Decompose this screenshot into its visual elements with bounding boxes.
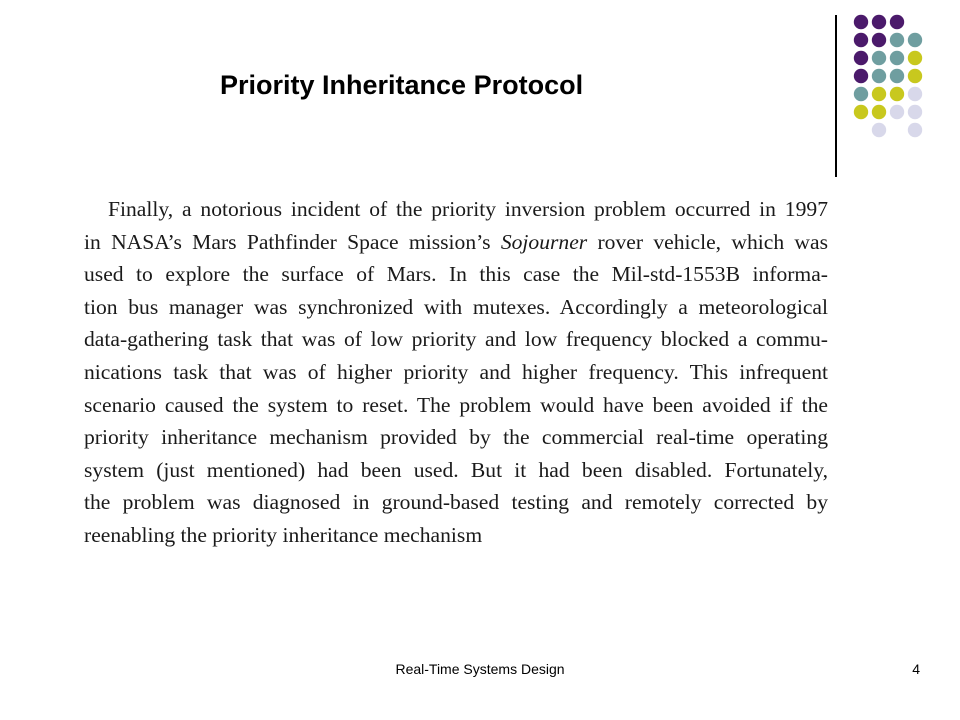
- footer-course-title: Real-Time Systems Design: [395, 661, 565, 677]
- slide-title: Priority Inheritance Protocol: [220, 70, 584, 100]
- decorative-dot: [872, 33, 886, 47]
- excerpt-line-7: scenario caused the system to reset. The problem would have been avoided if the: [84, 392, 828, 417]
- scanned-text-excerpt: [84, 193, 828, 552]
- excerpt-line-1: Finally, a notorious incident of the priority inversion problem occurred in 1997: [108, 197, 828, 221]
- decorative-dot: [890, 33, 904, 47]
- decorative-dot: [890, 69, 904, 83]
- page-number: 4: [912, 661, 920, 677]
- decorative-dot: [854, 69, 868, 83]
- excerpt-line-9: system (just mentioned) had been used. But it had been disabled. Fortunately,: [84, 457, 828, 482]
- decorative-dot: [890, 105, 904, 119]
- decorative-dot: [872, 87, 886, 101]
- excerpt-line-2-before: in NASA’s Mars Pathfinder Space mission’s: [84, 229, 501, 254]
- decorative-dot: [854, 33, 868, 47]
- decorative-dot: [908, 105, 922, 119]
- decorative-dot: [908, 33, 922, 47]
- excerpt-line-4: tion bus manager was synchronized with mutexes. Accordingly a meteorological: [84, 294, 828, 319]
- decorative-dot: [872, 105, 886, 119]
- excerpt-line-5: data-gathering task that was of low priority and low frequency blocked a commu-: [84, 327, 828, 352]
- decorative-dot: [908, 123, 922, 137]
- excerpt-line-2: [84, 226, 828, 259]
- decorative-dot: [872, 51, 886, 65]
- excerpt-line-6: nications task that was of higher priority and higher frequency. This infrequent: [84, 359, 828, 384]
- decorative-dot: [890, 51, 904, 65]
- decorative-dot: [854, 51, 868, 65]
- decorative-dot: [854, 87, 868, 101]
- divider-line: [835, 15, 837, 177]
- decorative-dot: [908, 87, 922, 101]
- decorative-dot: [854, 15, 868, 29]
- decorative-dot: [908, 69, 922, 83]
- excerpt-line-2-after: rover vehicle, which was: [587, 229, 828, 254]
- excerpt-line-3: used to explore the surface of Mars. In this case the Mil-std-1553B informa-: [84, 262, 828, 287]
- excerpt-line-11: reenabling the priority inheritance mechanism: [84, 522, 483, 547]
- decorative-dot: [890, 87, 904, 101]
- decorative-dot: [872, 15, 886, 29]
- decorative-dot: [872, 69, 886, 83]
- sojourner-emphasis: Sojourner: [500, 229, 588, 254]
- excerpt-line-10: the problem was diagnosed in ground-based testing and remotely corrected by: [84, 490, 828, 515]
- decorative-dot: [854, 105, 868, 119]
- decorative-dot: [908, 51, 922, 65]
- decorative-dot: [890, 15, 904, 29]
- excerpt-line-8: priority inheritance mechanism provided by the commercial real-time operating: [84, 425, 828, 450]
- decorative-dot: [872, 123, 886, 137]
